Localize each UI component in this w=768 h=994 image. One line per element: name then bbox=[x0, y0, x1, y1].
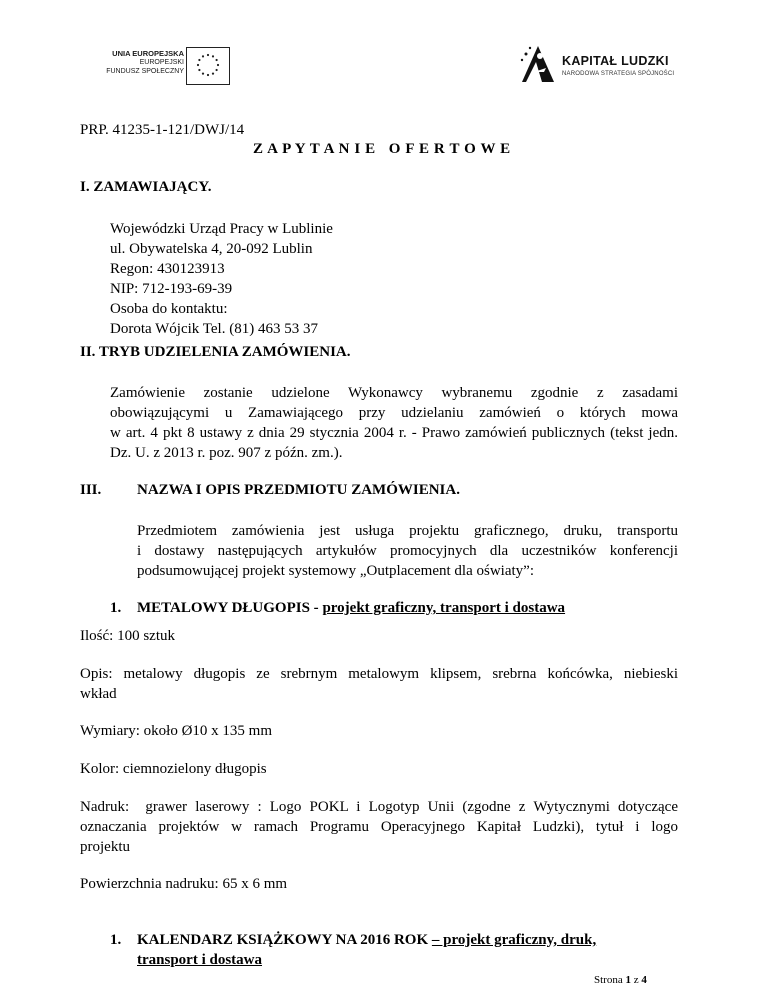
contact-line: ul. Obywatelska 4, 20-092 Lublin bbox=[110, 241, 313, 257]
page-number bbox=[594, 974, 647, 986]
eu-flag-icon bbox=[186, 47, 230, 85]
paragraph-line: Zamówienie zostanie udzielone Wykonawcy wybranemu zgodnie z zasadami bbox=[110, 385, 678, 401]
eu-logo-line1: UNIA EUROPEJSKA bbox=[112, 49, 184, 58]
section-1-heading: I. ZAMAWIAJĄCY. bbox=[80, 179, 212, 195]
section-3-number: III. bbox=[80, 482, 102, 498]
item-1-dimensions: Wymiary: około Ø10 x 135 mm bbox=[80, 723, 272, 739]
kapital-ludzki-title: KAPITAŁ LUDZKI bbox=[562, 54, 669, 68]
description-line: wkład bbox=[80, 686, 117, 702]
paragraph-line: i dostawy następujących artykułów promocyjnych dla uczestników konferencji bbox=[137, 543, 678, 559]
page-of: z bbox=[630, 974, 642, 986]
item-1-description bbox=[80, 664, 678, 704]
item-2-number: 1. bbox=[110, 932, 122, 948]
item-2-scope-continued: transport i dostawa bbox=[137, 952, 263, 968]
item-1-number: 1. bbox=[110, 600, 122, 616]
page-total: 4 bbox=[641, 974, 647, 986]
item-1-scope: projekt graficzny, transport i dostawa bbox=[322, 600, 566, 616]
eu-logo-line2: EUROPEJSKI bbox=[139, 59, 184, 66]
section-1-body bbox=[110, 219, 333, 339]
document-reference: PRP. 41235-1-121/DWJ/14 bbox=[80, 122, 245, 138]
paragraph-line: Przedmiotem zamówienia jest usługa projektu graficznego, druku, transportu bbox=[137, 523, 678, 539]
contact-line: Osoba do kontaktu: bbox=[110, 301, 228, 317]
paragraph-line: Dz. U. z 2013 r. poz. 907 z późn. zm.). bbox=[110, 445, 343, 461]
document-title: Z A P Y T A N I E O F E R T O W E bbox=[253, 141, 511, 157]
section-3-body bbox=[137, 521, 678, 581]
item-1-heading bbox=[137, 598, 565, 618]
description-line: Opis: metalowy długopis ze srebrnym metalowym klipsem, srebrna końcówka, niebieski bbox=[80, 666, 678, 682]
item-1-print-area: Powierzchnia nadruku: 65 x 6 mm bbox=[80, 876, 288, 892]
item-1-print bbox=[80, 797, 678, 857]
eu-logo-line3: FUNDUSZ SPOŁECZNY bbox=[106, 68, 184, 75]
contact-line: Wojewódzki Urząd Pracy w Lublinie bbox=[110, 221, 333, 237]
item-1-name: METALOWY DŁUGOPIS - bbox=[137, 600, 323, 616]
page-current: 1 bbox=[625, 974, 631, 986]
contact-line: NIP: 712-193-69-39 bbox=[110, 281, 233, 297]
print-line: oznaczania projektów w ramach Programu Operacyjnego Kapitał Ludzki), tytuł i logo bbox=[80, 819, 678, 835]
page-prefix: Strona bbox=[594, 974, 626, 986]
contact-line: Regon: 430123913 bbox=[110, 261, 225, 277]
kapital-ludzki-subtitle: NARODOWA STRATEGIA SPÓJNOŚCI bbox=[562, 71, 675, 77]
paragraph-line: podsumowującej projekt systemowy „Outplacement dla oświaty”: bbox=[137, 563, 534, 579]
section-3-heading: NAZWA I OPIS PRZEDMIOTU ZAMÓWIENIA. bbox=[137, 482, 460, 498]
eu-logo-text bbox=[88, 49, 184, 76]
paragraph-line: w art. 4 pkt 8 ustawy z dnia 29 stycznia 2004 r. - Prawo zamówień publicznych (tekst jedn. bbox=[110, 425, 678, 441]
section-2-heading: II. TRYB UDZIELENIA ZAMÓWIENIA. bbox=[80, 344, 351, 360]
print-line: projektu bbox=[80, 839, 130, 855]
section-2-body bbox=[110, 383, 678, 463]
item-2-heading bbox=[137, 930, 596, 970]
item-2-name: KALENDARZ KSIĄŻKOWY NA 2016 ROK bbox=[137, 932, 432, 948]
kapital-ludzki-icon bbox=[514, 42, 556, 86]
paragraph-line: obowiązującymi u Zamawiającego przy udzielaniu zamówień o których mowa bbox=[110, 405, 678, 421]
contact-line: Dorota Wójcik Tel. (81) 463 53 37 bbox=[110, 321, 318, 337]
item-1-quantity: Ilość: 100 sztuk bbox=[80, 628, 175, 644]
item-1-color: Kolor: ciemnozielony długopis bbox=[80, 761, 267, 777]
print-line: Nadruk: grawer laserowy : Logo POKL i Logotyp Unii (zgodne z Wytycznymi dotyczące bbox=[80, 799, 678, 815]
item-2-scope: – projekt graficzny, druk, bbox=[431, 932, 597, 948]
